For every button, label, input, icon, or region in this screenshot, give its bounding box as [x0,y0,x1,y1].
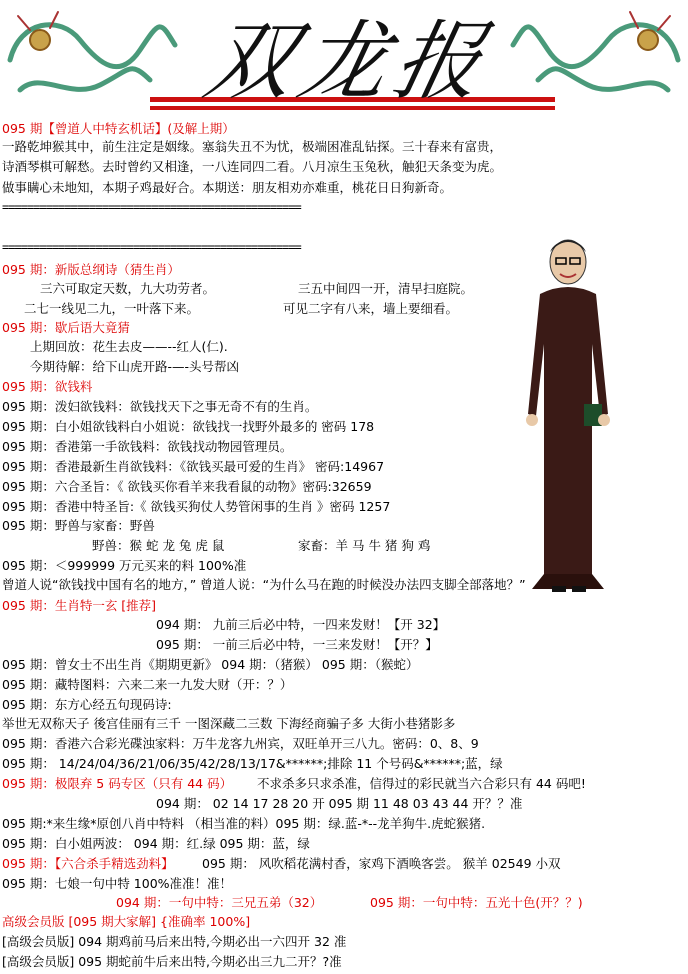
intro-line: 诗酒琴棋可解愁。去时曾约又相逢，一八连同四二看。八月凉生玉兔秋，触犯天条变为虎。 [2,159,503,174]
money-line: 095 期：香港第一手欲钱料：欲钱找动物园管理员。 [2,439,293,454]
poem-line: 三五中间四一开，清早扫庭院。 [298,281,474,296]
kill-heading: 095 期：【六合杀手精选劲料】 [2,856,174,871]
vip-heading: 高级会员版 [095 期大家解] {准确率 100%] [2,914,251,929]
zodiac-heading: 095 期：生肖特一玄 [推荐] [2,598,157,613]
vip-line: [高级会员版] 094 期鸡前马后来出特,今期必出一六四开 32 准 [2,934,347,949]
red-line: 095 期：一句中特：五光十色(开？？) [370,895,583,910]
five-zone-numbers: 094 期： 02 14 17 28 20 开 095 期 11 48 03 43 44 开？？准 [156,796,523,811]
content-line: 095 期：藏特图料：六来二来一九发大财（开：？） [2,677,293,692]
portrait-image [522,234,614,596]
five-zone-heading: 095 期：极限弃 5 码专区（只有 44 码） [2,776,233,791]
header-banner [0,0,688,118]
poem-line: 三六可取定天数，九大功劳者。 [40,281,216,296]
red-line: 094 期：一句中特：三兄五弟（32） [116,895,323,910]
poem-line: 可见二字有八来，墙上要细看。 [283,301,459,316]
five-zone-text: 不求杀多只求杀准，信得过的彩民就当六合彩只有 44 码吧! [257,776,586,791]
xiehouyu-prev: 上期回放：花生去皮——--红人(仁). [30,339,228,354]
intro-line: 做事瞒心未地知，本期子鸡最好合。本期送：朋友相劝亦难重，桃花日日狗新奇。 [2,180,453,195]
page-title: 双龙报 [196,12,500,112]
intro-line: 一路乾坤猴其中，前生注定是姻缘。塞翁失丑不为忧，极端困准乱钻探。三十春来有富贵， [2,139,503,154]
vip-line: [高级会员版] 095 期蛇前牛后来出特,今期必出三九二开？?准 [2,954,342,969]
zeng-quote: 曾道人说“欲钱找中国有名的地方，” 曾道人说：“为什么马在跑的时候没办法四支脚全部落地？” [2,577,526,592]
poem-heading: 095 期：新版总纲诗（猜生肖） [2,262,180,277]
zodiac-line: 094 期： 九前三后必中特，一四来发财！【开 32】 [156,617,446,632]
separator: ================================================ [2,200,301,214]
xiehouyu-heading: 095 期：歇后语大竟猜 [2,320,130,335]
content-line: 举世无双称天子 後宫佳丽有三千 一图深藏二三数 下海经商骗子多 大街小巷猪影多 [2,716,456,731]
money-line: 095 期：六合圣旨：《 欲钱买你看羊来我看鼠的动物》密码:32659 [2,479,372,494]
beasts-line: 野兽：猴 蛇 龙 兔 虎 鼠 [92,538,225,553]
money-heading: 095 期：欲钱料 [2,379,93,394]
content-line: 095 期：白小姐两波： 094 期：红.绿 095 期：蓝，绿 [2,836,310,851]
content-line: 095 期:*来生缘*原创八肖中特料 （相当准的料）095 期：绿.蓝-*--龙羊狗牛.虎蛇猴猪. [2,816,486,831]
money-line: 095 期：白小姐欲钱料白小姐说：欲钱找一找野外最多的 密码 178 [2,419,375,434]
kill-text: 095 期： 风吹稻花满村香，家鸡下酒唤客尝。 猴羊 02549 小双 [202,856,561,871]
one-sentence-line: 095 期：七娘一句中特 100%准准！准！ [2,876,233,891]
money-line: 095 期：香港中特圣旨:《 欲钱买狗仗人势管闲事的生肖 》密码 1257 [2,499,391,514]
money-line: 095 期：泼妇欲钱料：欲钱找天下之事无奇不有的生肖。 [2,399,318,414]
money-line: 095 期：野兽与家畜：野兽 [2,518,155,533]
money-line: 095 期：香港最新生肖欲钱料：《欲钱买最可爱的生肖》 密码:14967 [2,459,385,474]
separator: ================================================ [2,240,301,254]
xiehouyu-now: 今期待解：给下山虎开路-—-头号帮凶 [30,359,240,374]
million-line: 095 期：＜999999 万元买来的料 100%准 [2,558,247,573]
content-line: 095 期：曾女士不出生肖《期期更新》 094 期：（猪猴） 095 期：（猴蛇） [2,657,419,672]
poem-line: 二七一线见二九，一叶落下来。 [24,301,200,316]
livestock-line: 家畜：羊 马 牛 猪 狗 鸡 [298,538,431,553]
content-line: 095 期： 14/24/04/36/21/06/35/42/28/13/17&******;排除 11 个号码&******;蓝，绿 [2,756,503,771]
content-line: 095 期：香港六合彩光碟浊家料：万牛龙客九州宾，双旺单开三八九。密码：0、8、9 [2,736,479,751]
intro-heading: 095 期【曾道人中特玄机话】(及解上期） [2,121,235,136]
content-line: 095 期：东方心经五句现码诗: [2,697,172,712]
zodiac-line: 095 期： 一前三后必中特，一三来发财！【开？】 [156,637,438,652]
